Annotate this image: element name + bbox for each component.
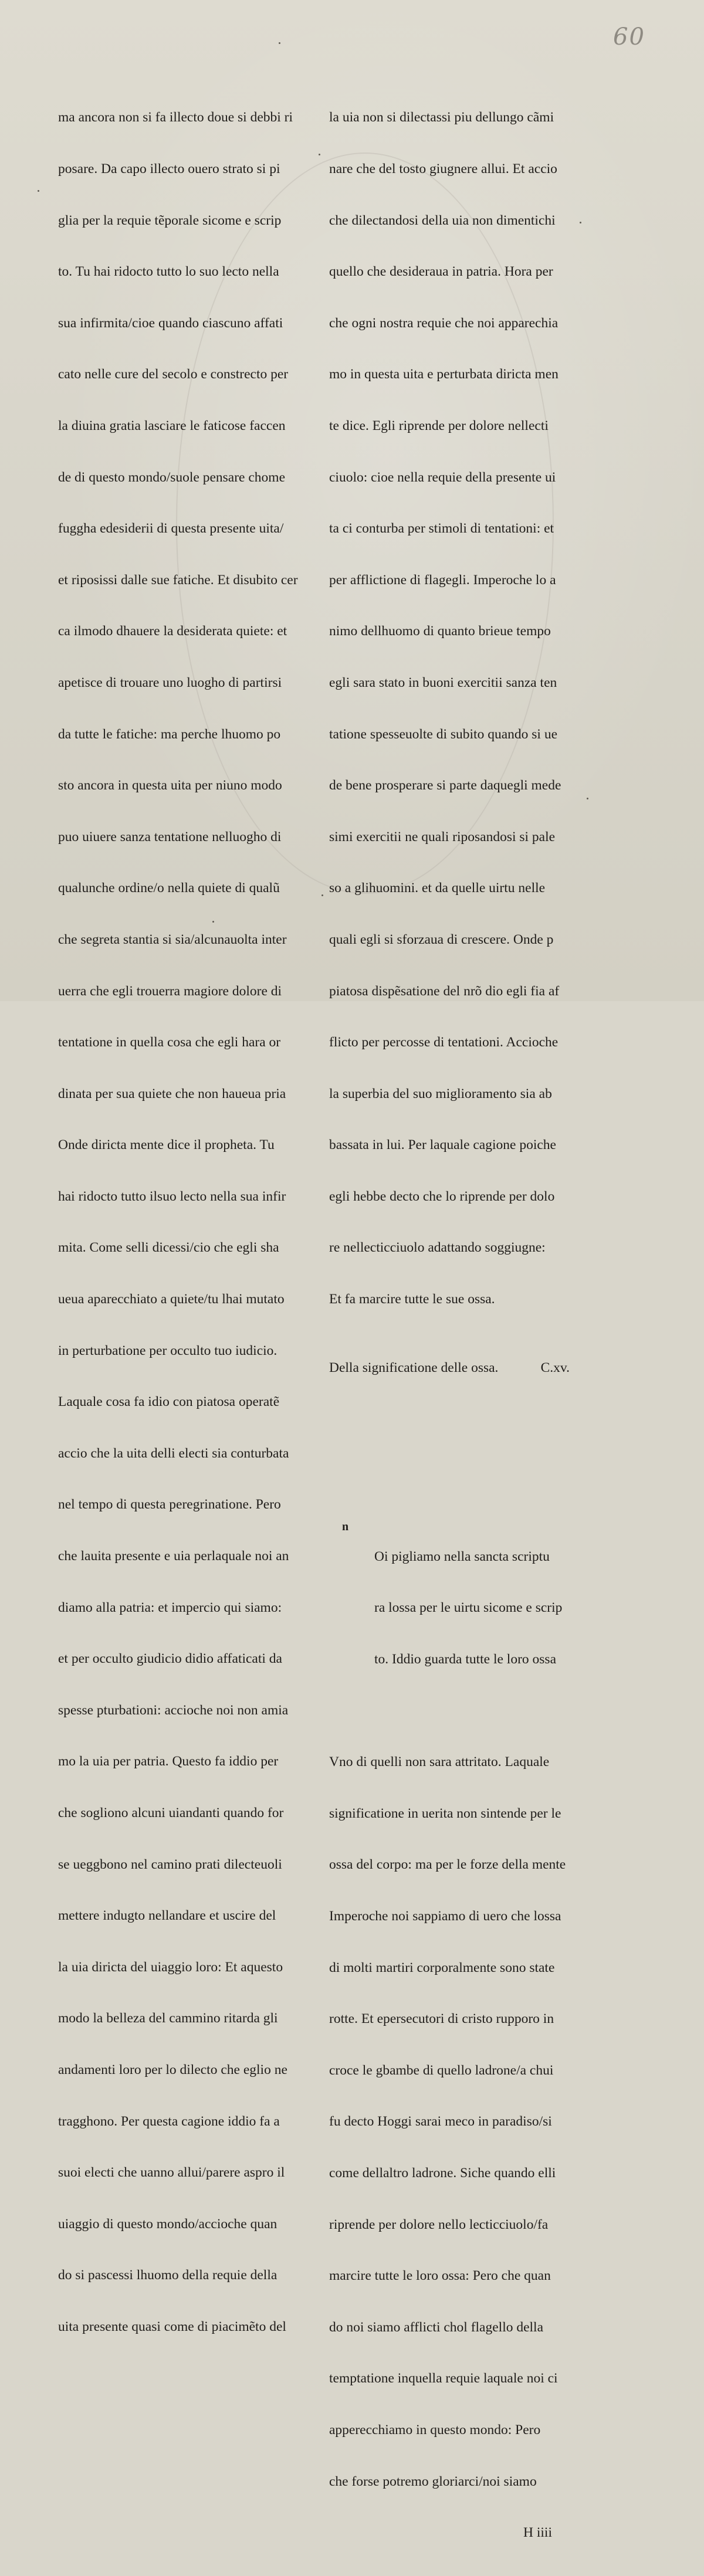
text-line: bassata in lui. Per laquale cagione poiche: [329, 1137, 556, 1153]
text-line: che ogni nostra requie che noi apparechia: [329, 315, 559, 331]
text-line: come dellaltro ladrone. Siche quando elli: [329, 2165, 556, 2181]
text-line: croce le gbambe di quello ladrone/a chui: [329, 2062, 554, 2078]
text-line: ciuolo: cioe nella requie della presente ui: [329, 469, 556, 485]
text-line: fuggha edesiderii di questa presente uita/: [58, 521, 284, 537]
text-line: qualunche ordine/o nella quiete di qualũ: [58, 880, 280, 896]
text-line: da tutte le fatiche: ma perche lhuomo po: [58, 726, 281, 742]
text-line: mettere indugto nellandare et uscire del: [58, 1908, 276, 1924]
text-line: Oi pigliamo nella sancta scriptu: [374, 1548, 550, 1564]
text-line: egli hebbe decto che lo riprende per dolo: [329, 1188, 555, 1204]
text-line: Imperoche noi sappiamo di uero che lossa: [329, 1909, 561, 1924]
chapter-opening: [329, 1497, 581, 1702]
text-line: andamenti loro per lo dilecto che eglio ne: [58, 2062, 287, 2077]
right-text-column: [329, 75, 581, 2576]
text-line: la diuina gratia lasciare le faticose faccen: [58, 418, 286, 433]
text-line: marcire tutte le loro ossa: Pero che quan: [329, 2268, 551, 2284]
text-line: che lauita presente e uia perlaquale noi an: [58, 1548, 289, 1564]
text-line: Et fa marcire tutte le sue ossa.: [329, 1292, 495, 1307]
text-line: che dilectandosi della uia non dimentichi: [329, 212, 556, 228]
text-line: to. Iddio guarda tutte le loro ossa: [374, 1652, 556, 1667]
chapter-heading: Della significatione delle ossa.: [329, 1360, 499, 1375]
text-line: la uia non si dilectassi piu dellungo cãmi: [329, 110, 554, 126]
text-line: re nellecticciuolo adattando soggiugne:: [329, 1240, 546, 1256]
text-line: fu decto Hoggi sarai meco in paradiso/si: [329, 2114, 552, 2130]
text-line: flicto per percosse di tentationi. Accioche: [329, 1035, 559, 1050]
text-line: modo la belleza del cammino ritarda gli: [58, 2011, 278, 2026]
text-line: tentatione in quella cosa che egli hara or: [58, 1035, 281, 1050]
text-line: do noi siamo afflicti chol flagello della: [329, 2319, 544, 2335]
text-line: so a glihuomini. et da quelle uirtu nelle: [329, 880, 546, 896]
text-line: dinata per sua quiete che non haueua pria: [58, 1086, 286, 1101]
text-line: se ueggbono nel camino prati dilecteuoli: [58, 1856, 282, 1872]
guide-letter: n: [342, 1520, 349, 1534]
text-line: sua infirmita/cioe quando ciascuno affati: [58, 315, 283, 331]
text-line: posare. Da capo illecto ouero strato si pi: [58, 161, 280, 177]
left-text-column: [58, 75, 310, 2370]
paper-speck: [587, 798, 588, 799]
text-line: ta ci conturba per stimoli di tentationi: et: [329, 521, 554, 537]
text-line: glia per la requie tẽporale sicome e scrip: [58, 212, 282, 228]
text-line: ossa del corpo: ma per le forze della mente: [329, 1857, 566, 1873]
text-line: Vno di quelli non sara attritato. Laquale: [329, 1754, 550, 1770]
text-line: nimo dellhuomo di quanto brieue tempo: [329, 623, 551, 639]
text-line: quali egli si sforzaua di crescere. Onde p: [329, 931, 554, 947]
text-line: et riposissi dalle sue fatiche. Et disubito cer: [58, 572, 298, 588]
text-line: di molti martiri corporalmente sono state: [329, 1960, 555, 1975]
text-line: che segreta stantia si sia/alcunauolta inter: [58, 931, 287, 947]
text-line: suoi electi che uanno allui/parere aspro il: [58, 2165, 285, 2181]
text-line: mita. Come selli dicessi/cio che egli sha: [58, 1240, 279, 1256]
chapter-number: C.xv.: [540, 1360, 570, 1375]
text-line: apetisce di trouare uno luogho di partirsi: [58, 674, 282, 690]
text-line: de di questo mondo/suole pensare chome: [58, 469, 286, 485]
text-line: ma ancora non si fa illecto doue si debbi ri: [58, 110, 293, 126]
text-line: nel tempo di questa peregrinatione. Pero: [58, 1497, 281, 1513]
initial-space: [329, 1428, 581, 1446]
text-line: in perturbatione per occulto tuo iudicio.: [58, 1343, 277, 1358]
paper-speck: [319, 154, 320, 155]
text-line: ra lossa per le uirtu sicome e scrip: [374, 1600, 563, 1616]
text-line: quello che desideraua in patria. Hora per: [329, 264, 553, 280]
text-line: do si pascessi lhuomo della requie della: [58, 2267, 277, 2283]
text-line: puo uiuere sanza tentatione nelluogho di: [58, 829, 282, 845]
text-line: uerra che egli trouerra magiore dolore di: [58, 983, 282, 999]
text-line: significatione in uerita non sintende per le: [329, 1805, 561, 1821]
text-line: te dice. Egli riprende per dolore nellecti: [329, 418, 549, 433]
text-line: uita presente quasi come di piacimẽto del: [58, 2319, 286, 2334]
text-line: egli sara stato in buoni exercitii sanza ten: [329, 674, 557, 690]
text-line: to. Tu hai ridocto tutto lo suo lecto nella: [58, 264, 279, 280]
paper-speck: [38, 190, 39, 192]
signature-mark: H iiii: [523, 2525, 552, 2541]
text-line: simi exercitii ne quali riposandosi si pale: [329, 829, 556, 845]
text-line: et per occulto giudicio didio affaticati da: [58, 1651, 282, 1667]
paper-speck: [279, 42, 280, 44]
text-line: mo la uia per patria. Questo fa iddio per: [58, 1754, 279, 1770]
text-line: nare che del tosto giugnere allui. Et accio: [329, 161, 557, 177]
text-line: spesse pturbationi: accioche noi non amia: [58, 1702, 289, 1718]
text-line: riprende per dolore nello lecticciuolo/fa: [329, 2216, 549, 2232]
text-line: cato nelle cure del secolo e constrecto per: [58, 367, 289, 382]
text-line: de bene prosperare si parte daquegli mede: [329, 778, 561, 794]
text-line: hai ridocto tutto ilsuo lecto nella sua infir: [58, 1188, 286, 1204]
text-line: ueua aparecchiato a quiete/tu lhai mutato: [58, 1292, 285, 1307]
text-line: diamo alla patria: et impercio qui siamo:: [58, 1599, 282, 1615]
text-line: apperecchiamo in questo mondo: Pero: [329, 2422, 541, 2438]
chapter-heading-row: [329, 1360, 570, 1377]
text-line: per afflictione di flagegli. Imperoche lo a: [329, 572, 556, 588]
text-line: Onde diricta mente dice il propheta. Tu: [58, 1137, 275, 1153]
text-line: che sogliono alcuni uiandanti quando for: [58, 1805, 284, 1821]
folio-number: 60: [613, 23, 645, 50]
text-line: Laquale cosa fa idio con piatosa operatẽ: [58, 1394, 280, 1410]
text-line: la superbia del suo miglioramento sia ab: [329, 1086, 552, 1101]
text-line: mo in questa uita e perturbata diricta men: [329, 367, 559, 382]
text-line: sto ancora in questa uita per niuno modo: [58, 778, 282, 794]
paper-speck: [321, 894, 323, 896]
text-line: piatosa dispẽsatione del nrõ dio egli fia af: [329, 983, 560, 999]
text-line: la uia diricta del uiaggio loro: Et aquesto: [58, 1959, 283, 1975]
text-line: tragghono. Per questa cagione iddio fa a: [58, 2113, 280, 2129]
text-line: accio che la uita delli electi sia conturbata: [58, 1445, 289, 1461]
text-line: ca ilmodo dhauere la desiderata quiete: et: [58, 623, 287, 639]
text-line: tatione spesseuolte di subito quando si ue: [329, 726, 558, 742]
text-line: rotte. Et epersecutori di cristo rupporo in: [329, 2011, 554, 2027]
text-line: temptatione inquella requie laquale noi ci: [329, 2371, 558, 2387]
text-line: uiaggio di questo mondo/accioche quan: [58, 2216, 277, 2232]
text-line: che forse potremo gloriarci/noi siamo: [329, 2473, 537, 2489]
